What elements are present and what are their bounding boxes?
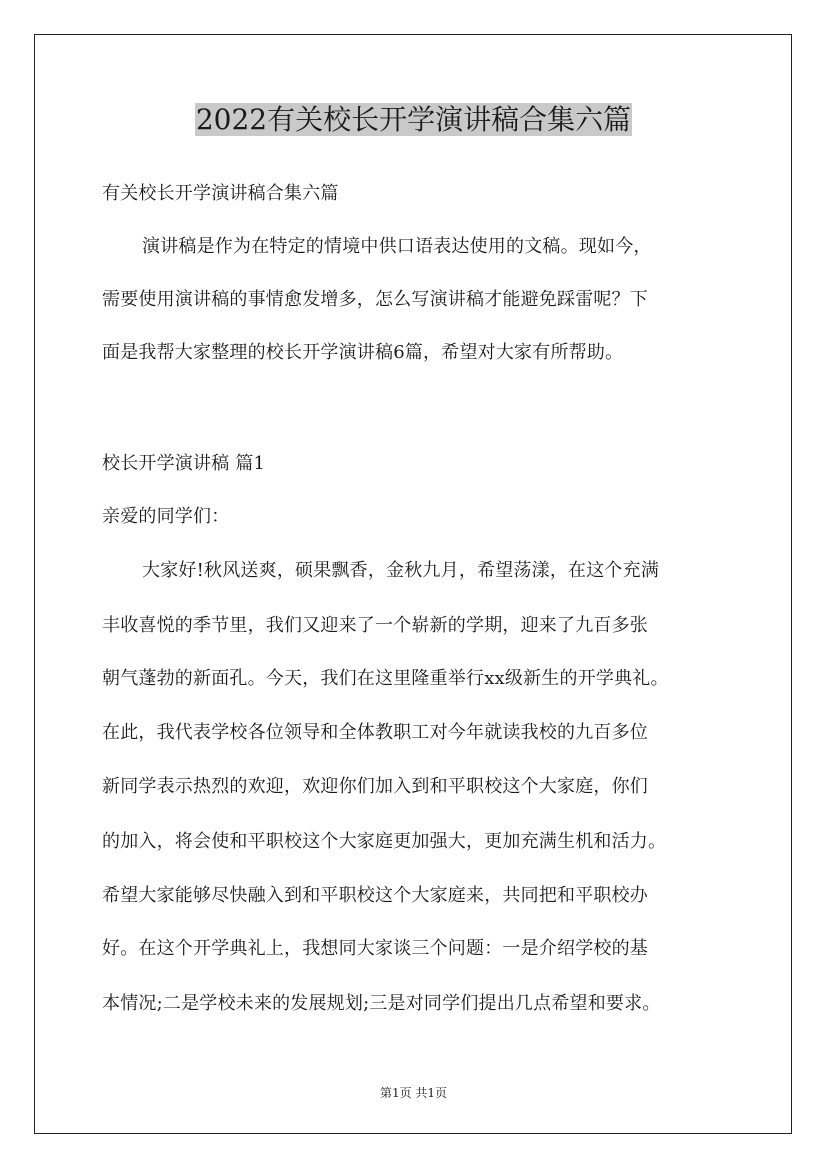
paragraph-line: 演讲稿是作为在特定的情境中供口语表达使用的文稿。现如今，	[142, 236, 652, 257]
paragraph-line: 需要使用演讲稿的事情愈发增多，怎么写演讲稿才能避免踩雷呢？下	[102, 289, 648, 310]
document-title	[0, 100, 827, 140]
subtitle-line: 有关校长开学演讲稿合集六篇	[102, 183, 339, 204]
paragraph-line: 的加入，将会使和平职校这个大家庭更加强大，更加充满生机和活力。	[102, 831, 667, 852]
paragraph-line: 希望大家能够尽快融入到和平职校这个大家庭来，共同把和平职校办	[102, 885, 648, 906]
paragraph-line: 在此，我代表学校各位领导和全体教职工对今年就读我校的九百多位	[102, 722, 648, 743]
page-number-footer: 第1页 共1页	[379, 1086, 448, 1100]
paragraph-line: 好。在这个开学典礼上，我想同大家谈三个问题：一是介绍学校的基	[102, 938, 648, 959]
paragraph-line: 大家好!秋风送爽，硕果飘香，金秋九月，希望荡漾，在这个充满	[142, 560, 660, 581]
paragraph-line: 本情况;二是学校未来的发展规划;三是对同学们提出几点希望和要求。	[102, 993, 661, 1014]
paragraph-line: 面是我帮大家整理的校长开学演讲稿6篇，希望对大家有所帮助。	[102, 342, 624, 363]
paragraph-line: 新同学表示热烈的欢迎，欢迎你们加入到和平职校这个大家庭，你们	[102, 776, 648, 797]
paragraph-line: 朝气蓬勃的新面孔。今天，我们在这里隆重举行xx级新生的开学典礼。	[102, 668, 669, 689]
paragraph-line: 丰收喜悦的季节里，我们又迎来了一个崭新的学期，迎来了九百多张	[102, 615, 648, 636]
section-heading: 校长开学演讲稿 篇1	[102, 453, 266, 474]
salutation: 亲爱的同学们：	[102, 506, 230, 527]
title-highlight: 2022有关校长开学演讲稿合集六篇	[195, 103, 632, 136]
